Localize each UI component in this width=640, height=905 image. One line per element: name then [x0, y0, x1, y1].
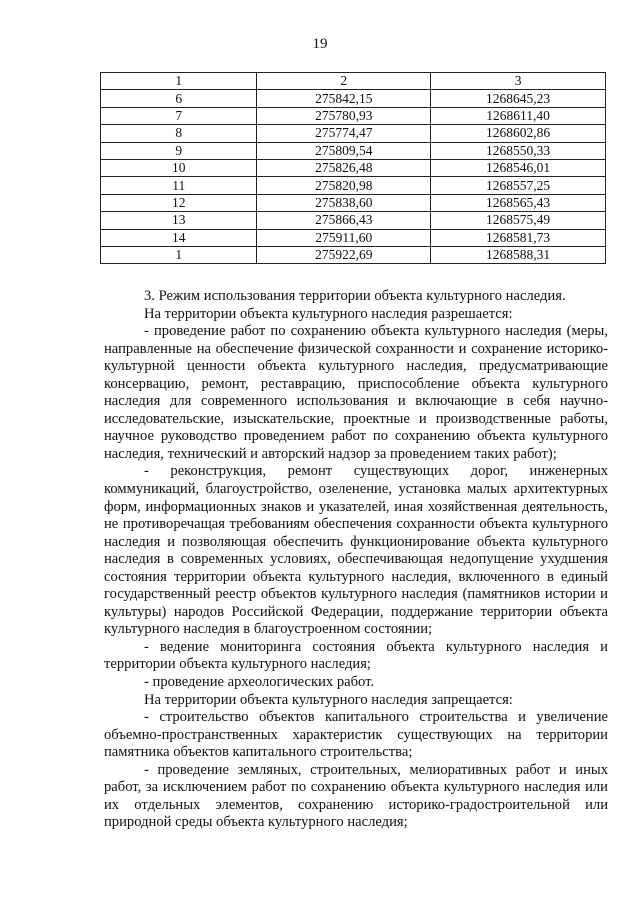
- table-cell: 9: [101, 142, 257, 159]
- body-text: [104, 288, 608, 832]
- table-cell: 8: [101, 125, 257, 142]
- paragraph: - строительство объектов капитального строительства и увеличение объемно-пространственных характеристик существующих на территории памятника объектов капитального строительства;: [104, 709, 608, 761]
- table-cell: 1268546,01: [431, 159, 606, 176]
- table-cell: 11: [101, 177, 257, 194]
- table-cell: 275842,15: [257, 90, 431, 107]
- paragraph: - проведение археологических работ.: [144, 674, 375, 691]
- table-cell: 1268611,40: [431, 107, 606, 124]
- table-row: [101, 142, 606, 159]
- table-cell: 1268557,25: [431, 177, 606, 194]
- table-cell: 275780,93: [257, 107, 431, 124]
- paragraph: На территории объекта культурного наследия запрещается:: [144, 691, 513, 708]
- section-heading: 3. Режим использования территории объекта культурного наследия.: [144, 288, 566, 304]
- header-cell: 2: [257, 73, 431, 90]
- table-cell: 1268581,73: [431, 229, 606, 246]
- table-cell: 275911,60: [257, 229, 431, 246]
- table-cell: 1268575,49: [431, 212, 606, 229]
- table-row: [101, 246, 606, 263]
- paragraph: - реконструкция, ремонт существующих дорог, инженерных коммуникаций, благоустройство, озеленение, установка малых архитектурных форм, информационных знаков и указателей, иная хозяйственная деятельность, не противоречащая требованиям обеспечения сохранности объекта культурного наследия и позволяющая обеспечить функционирование объекта культурного наследия в современных условиях, обеспечивающая недопущение ухудшения состояния территории объекта культурного наследия, включенного в единый государственный реестр объектов культурного наследия (памятников истории и культуры) народов Российской Федерации, поддержание территории объекта культурного наследия в благоустроенном состоянии;: [104, 463, 608, 638]
- table-row: [101, 159, 606, 176]
- table-cell: 13: [101, 212, 257, 229]
- coordinates-table: [100, 72, 606, 264]
- page-number: 19: [312, 36, 328, 52]
- table-cell: 1268645,23: [431, 90, 606, 107]
- table-cell: 6: [101, 90, 257, 107]
- table-cell: 275774,47: [257, 125, 431, 142]
- table-row: [101, 177, 606, 194]
- paragraph: - ведение мониторинга состояния объекта культурного наследия и территории объекта культурного наследия;: [104, 638, 608, 673]
- table-cell: 12: [101, 194, 257, 211]
- paragraph: На территории объекта культурного наследия разрешается:: [144, 305, 513, 322]
- table-cell: 10: [101, 159, 257, 176]
- table-cell: 1268588,31: [431, 246, 606, 263]
- table-row: [101, 229, 606, 246]
- table-cell: 1: [101, 246, 257, 263]
- table-cell: 1268550,33: [431, 142, 606, 159]
- table-row: [101, 125, 606, 142]
- table-cell: 275866,43: [257, 212, 431, 229]
- table-cell: 275820,98: [257, 177, 431, 194]
- table-cell: 275838,60: [257, 194, 431, 211]
- table-row: [101, 212, 606, 229]
- header-cell: 3: [431, 73, 606, 90]
- table-cell: 1268602,86: [431, 125, 606, 142]
- table-row: [101, 194, 606, 211]
- table-header-row: [101, 73, 606, 90]
- paragraph: - проведение земляных, строительных, мелиоративных работ и иных работ, за исключением работ по сохранению объекта культурного наследия или их отдельных элементов, сохранению историко-градостроительной или природной среды объекта культурного наследия;: [104, 761, 608, 831]
- header-cell: 1: [101, 73, 257, 90]
- table-cell: 14: [101, 229, 257, 246]
- table-cell: 275809,54: [257, 142, 431, 159]
- paragraph: - проведение работ по сохранению объекта культурного наследия (меры, направленные на обеспечение физической сохранности и сохранение историко-культурной ценности объекта культурного наследия, предусматривающие консервацию, ремонт, реставрацию, приспособление объекта культурного наследия для современного использования и включающие в себя научно-исследовательские, изыскательские, проектные и производственные работы, научное руководство проведением работ по сохранению объекта культурного наследия, технический и авторский надзор за проведением таких работ);: [104, 323, 608, 462]
- table-cell: 275922,69: [257, 246, 431, 263]
- table-cell: 1268565,43: [431, 194, 606, 211]
- table-cell: 7: [101, 107, 257, 124]
- table-row: [101, 107, 606, 124]
- table-row: [101, 90, 606, 107]
- table-cell: 275826,48: [257, 159, 431, 176]
